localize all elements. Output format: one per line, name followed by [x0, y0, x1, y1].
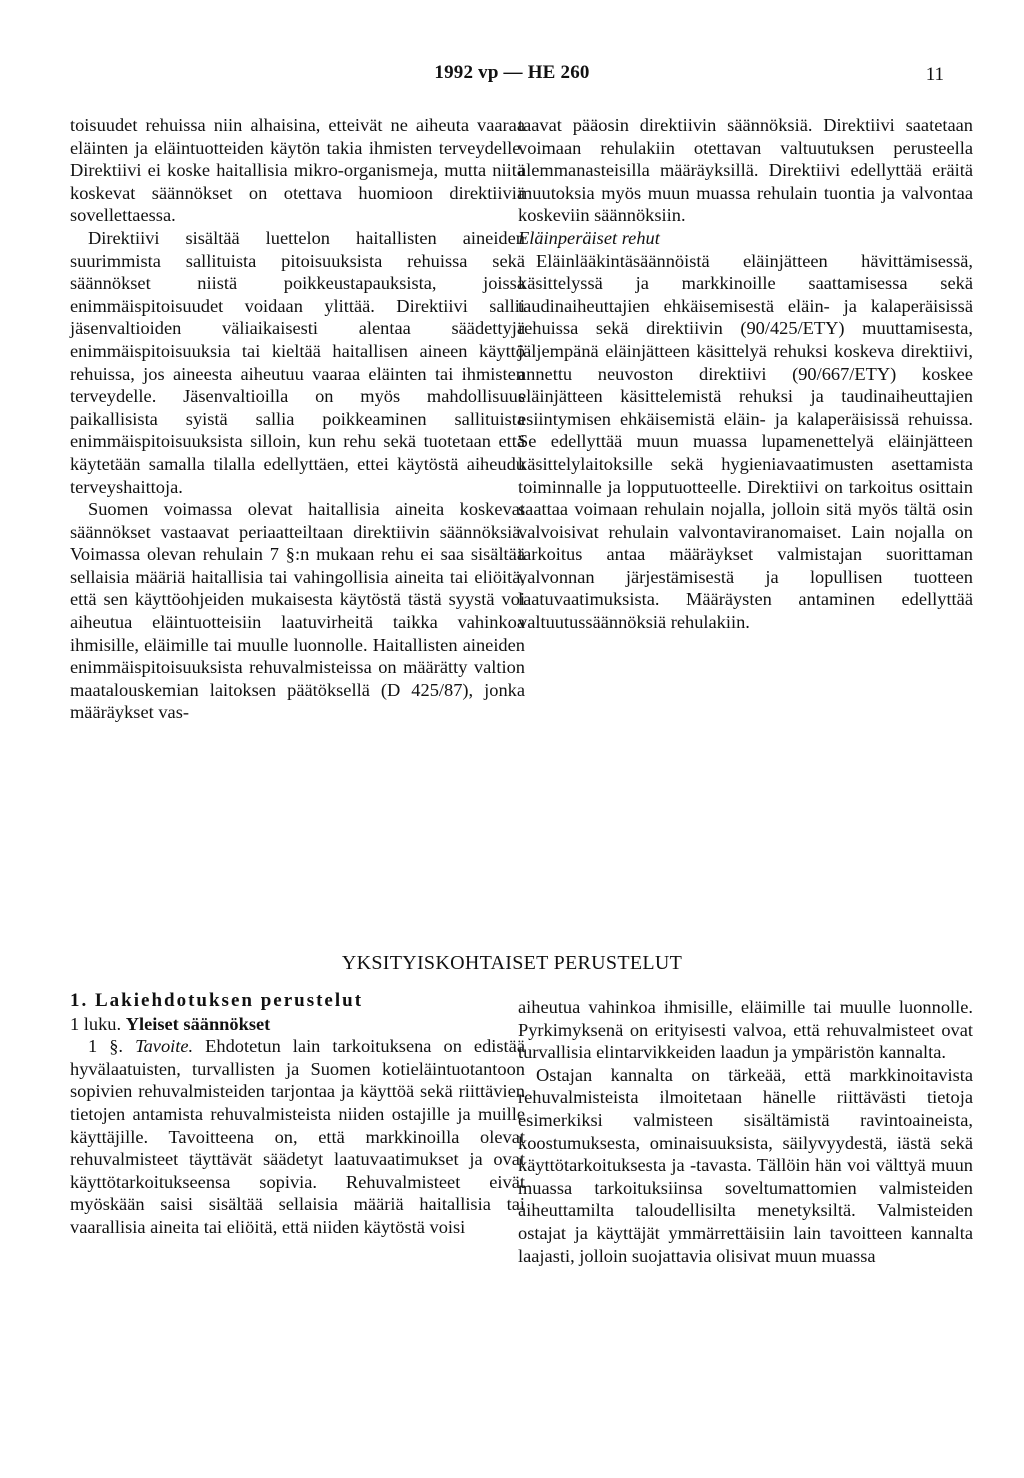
left-column: [70, 114, 525, 724]
section-title: Tavoite.: [135, 1036, 194, 1057]
bottom-right-column: [518, 996, 973, 1267]
chapter-heading: 1. Lakiehdotuksen perustelut: [70, 990, 364, 1011]
paragraph: [70, 1035, 525, 1238]
paragraph: Ostajan kannalta on tärkeää, että markkinoitavista rehuvalmisteista ilmoitetaan hänelle riittävästi tietoja esimerkiksi valmisteen sisältämistä ravintoaineista, koostumuksesta, ominaisuuksista, säilyvyydestä, iästä sekä käyttötarkoituksesta ja -tavasta. Tällöin hän voi välttyä muun muassa tarkoituksiinsa soveltumattomien valmisteiden aiheuttamilta taloudellisilta menetyksiltä. Valmisteiden ostajat ja käyttäjät ymmärrettäisiin lain tavoitteen kannalta laajasti, jolloin suojattavia olisivat muun muassa: [518, 1064, 973, 1266]
subheading: Eläinperäiset rehut: [518, 227, 660, 248]
section-body: Ehdotetun lain tarkoituksena on edistää hyvälaatuisten, turvallisten ja Suomen kotieläintuotantoon sopivien rehuvalmisteiden tarjontaa ja käyttöä sekä riittävien tietojen antamista rehuvalmisteista niiden ostajille ja muille käyttäjille. Tavoitteena on, että markkinoilla olevat rehuvalmisteet täyttävät säädetyt laatuvaatimukset ja ovat käyttötarkoitukseensa sopivia. Rehuvalmisteet eivät myöskään saisi sisältää sellaisia määriä haitallisia tai vaarallisia aineita tai eliöitä, että niiden käytöstä voisi: [70, 1036, 525, 1237]
section-number: 1 §.: [88, 1036, 124, 1057]
paragraph: Suomen voimassa olevat haitallisia aineita koskevat säännökset vastaavat periaatteiltaan direktiivin säännöksiä. Voimassa olevan rehulain 7 §:n mukaan rehu ei saa sisältää sellaisia määriä haitallisia tai vahingollisia aineita tai eliöitä, että sen käyttöohjeiden mukaisesta käytöstä tästä syystä voi aiheutua eläintuotteisiin laatuvirheitä taikka vahinkoa ihmisille, eläimille tai muulle luonnolle. Haitallisten aineiden enimmäispitoisuuksista rehuvalmisteissa on määrätty valtion maatalouskemian laitoksen päätöksellä (D 425/87), jonka määräykset vas-: [70, 499, 525, 723]
paragraph: aiheutua vahinkoa ihmisille, eläimille tai muulle luonnolle. Pyrkimyksenä on erityisesti valvoa, että rehuvalmisteet ovat turvallisia elintarvikkeiden laadun ja ympäristön kannalta.: [518, 997, 973, 1063]
paragraph: Direktiivi sisältää luettelon haitallisten aineiden suurimmista sallituista pitoisuuksista rehuissa sekä säännökset niistä poikkeustapauksista, joissa enimmäispitoisuudet voidaan ylittää. Direktiivi sallii jäsenvaltioiden väliaikaisesti alentaa säädettyjä enimmäispitoisuuksia tai kieltää haitallisen aineen käyttö rehuissa, jos aineesta aiheutuu vaaraa eläinten tai ihmisten terveydelle. Jäsenvaltioilla on myös mahdollisuus paikallisista syistä sallia poikkeaminen sallituista enimmäispitoisuuksista silloin, kun rehu sekä tuotetaan että käytetään samalla tilalla edellyttäen, ettei käytöstä aiheudu terveyshaittoja.: [70, 227, 525, 497]
luku-number: 1 luku.: [70, 1013, 122, 1034]
section-heading: YKSITYISKOHTAISET PERUSTELUT: [341, 952, 683, 974]
luku-title: Yleiset säännökset: [125, 1013, 271, 1034]
paragraph: taavat pääosin direktiivin säännöksiä. Direktiivi saatetaan voimaan rehulakiin otettavan valtuutuksen perusteella alemmanasteisilla määräyksillä. Direktiivi edellyttää eräitä muutoksia myös muun muassa rehulain tuontia ja valvontaa koskeviin säännöksiin.: [518, 115, 973, 226]
document-reference: 1992 vp — HE 260: [434, 62, 590, 83]
right-column: [518, 114, 973, 634]
paragraph: toisuudet rehuissa niin alhaisina, etteivät ne aiheuta vaaraa eläinten ja eläintuotteiden käytön takia ihmisten terveydelle. Direktiivi ei koske haitallisia mikro-organismeja, mutta niitä koskevat säännökset on otettava huomioon direktiiviä sovellettaessa.: [70, 115, 525, 226]
bottom-left-column: [70, 990, 525, 1239]
luku-heading: [70, 1013, 525, 1036]
paragraph: Eläinlääkintäsäännöistä eläinjätteen hävittämisessä, käsittelyssä ja markkinoille saattamisessa sekä taudinaiheuttajien ehkäisemisestä eläin- ja kalaperäisissä rehuissa sekä direktiivin (90/425/ETY) muuttamisesta, jäljempänä eläinjätteen käsittelyä rehuksi koskeva direktiivi, annettu neuvoston direktiivi (90/667/ETY) koskee eläinjätteen käsittelemistä rehuksi ja taudinaiheuttajien esiintymisen ehkäisemistä eläin- ja kalaperäisissä rehuissa. Se edellyttää muun muassa lupamenettelyä eläinjätteen käsittelylaitoksille sekä hygieniavaatimusten asettamista toiminnalle ja lopputuotteelle. Direktiivi on tarkoitus osittain saattaa voimaan rehulain nojalla, jolloin sitä myös tältä osin valvoisivat rehulain valvontaviranomaiset. Lain nojalla on tarkoitus antaa määräykset valmistajan suorittaman valvonnan järjestämisestä ja lopullisen tuotteen laatuvaatimuksista. Määräysten antaminen edellyttää valtuutussäännöksiä rehulakiin.: [518, 250, 973, 633]
page-header: [0, 62, 1024, 90]
page-number: 11: [925, 64, 944, 85]
